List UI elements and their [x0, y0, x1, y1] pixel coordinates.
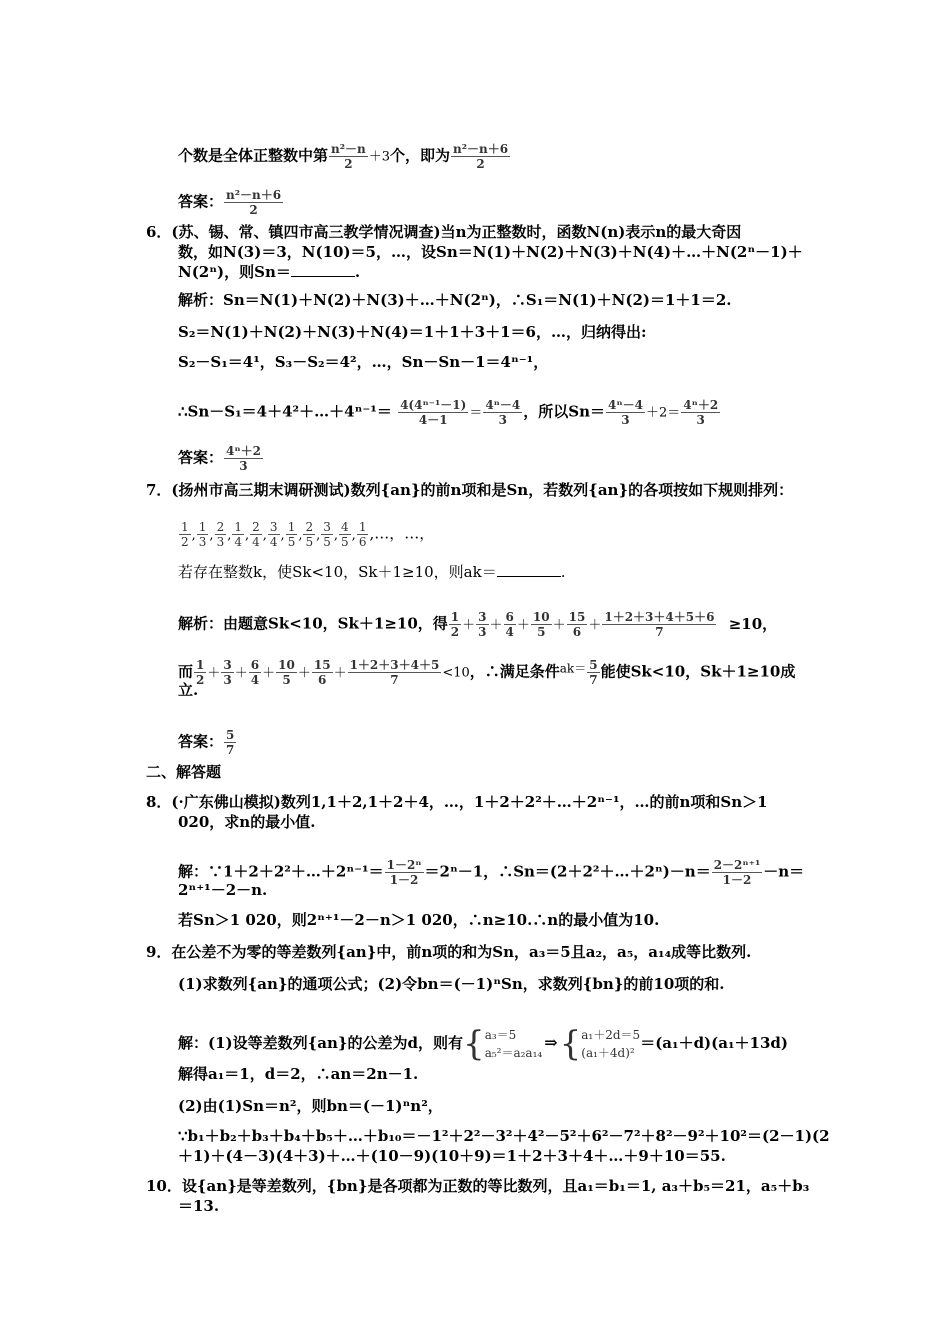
q6-line3-end: .: [354, 263, 361, 281]
s9-line1: [178, 1026, 788, 1062]
fraction: $\frac{\text{4ⁿ－4}}{3}$: [608, 398, 643, 427]
fraction: $\frac{\text{n²－n＋6}}{2}$: [226, 188, 282, 217]
equation-system-2: a₁＋2d＝5 (a₁＋4d)²: [581, 1028, 641, 1060]
q8-line2: 020，求n的最小值.: [178, 813, 316, 831]
fraction: $\frac{6}{4}$: [250, 658, 260, 687]
separator: ,: [280, 527, 285, 543]
q7-sequence: [178, 520, 434, 549]
answer-label: 答案：: [178, 192, 224, 211]
fraction: $\frac{15}{6}$: [313, 658, 331, 687]
separator: ＋: [489, 617, 503, 633]
s7-line2-c: 能使Sk<10，Sk＋1≥10成: [600, 662, 796, 681]
q8-line1: 8．(·广东佛山模拟)数列1,1＋2,1＋2＋4，…，1＋2＋2²＋…＋2ⁿ⁻¹，…的前n项和Sn＞1: [146, 793, 768, 811]
sequence-fractions: [178, 520, 369, 549]
separator: ,: [316, 527, 321, 543]
implies-arrow-icon: ⇒: [544, 1033, 558, 1052]
answer-5: [178, 188, 284, 217]
fraction: $\frac{1}{6}$: [358, 520, 367, 549]
separator: ,: [227, 527, 232, 543]
s6-line4: [178, 398, 721, 427]
separator: ＋: [516, 617, 530, 633]
s9-line1-a: 解：(1)设等差数列{an}的公差为d，则有: [178, 1034, 464, 1052]
q6-line1: 6．(苏、锡、常、镇四市高三教学情况调查)当n为正整数时，函数N(n)表示n的最大奇因: [146, 223, 742, 241]
s9-line1-b: ＝(a₁＋d)(a₁＋13d): [640, 1034, 789, 1052]
s7-line3: 立.: [178, 681, 199, 699]
separator: ,: [191, 527, 196, 543]
fraction: $\frac{6}{4}$: [505, 610, 514, 639]
q7-line3: [178, 562, 566, 582]
fraction: $\frac{4}{5}$: [341, 520, 349, 549]
equals: ＝: [469, 405, 483, 421]
fraction: $\frac{5}{7}$: [226, 728, 235, 757]
separator: ＋: [552, 617, 566, 633]
separator: ,: [351, 527, 356, 543]
separator: ＋: [207, 665, 221, 681]
fraction: $\frac{3}{4}$: [269, 520, 278, 549]
fraction: $\frac{2}{3}$: [216, 520, 225, 549]
fraction: $\frac{\text{4ⁿ＋2}}{3}$: [226, 444, 261, 473]
continuation-text: 个数是全体正整数中第: [178, 146, 329, 165]
fraction: $\frac{\text{4ⁿ＋2}}{3}$: [683, 398, 719, 427]
q6-line3: [178, 262, 360, 282]
sequence-tail: ,…，…，: [369, 524, 435, 543]
q10-line1: 10．设{an}是等差数列，{bn}是各项都为正数的等比数列，且a₁＝b₁＝1, a₃＋b₅＝21，a₅＋b₃: [146, 1177, 810, 1195]
q7-line3-text: 若存在整数k，使Sk<10，Sk＋1≥10，则ak＝: [178, 563, 497, 581]
s7-terms-1: [448, 610, 602, 639]
s8-line3: 若Sn＞1 020，则2ⁿ⁺¹－2－n＞1 020，∴n≥10.∴n的最小值为10.: [178, 911, 660, 929]
fraction: $\frac{10}{5}$: [278, 658, 295, 687]
equation-system-1: a₃＝5 a₅²＝a₂a₁₄: [484, 1028, 543, 1060]
separator: ,: [262, 527, 267, 543]
separator: ＋: [297, 665, 311, 681]
s8-line1-c: －n＝: [763, 862, 805, 881]
q9-line2: (1)求数列{an}的通项公式；(2)令bn＝(－1)ⁿSn，求数列{bn}的前10项的和.: [178, 975, 725, 993]
separator: ＋: [333, 665, 347, 681]
s9-line5: ＋1)＋(4－3)(4＋3)＋…＋(10－9)(10＋9)＝1＋2＋3＋4＋…＋9＋10＝55.: [178, 1147, 726, 1165]
s9-line3: (2)由(1)Sn＝n²，则bn＝(－1)ⁿn²，: [178, 1097, 443, 1115]
s7-line2-b: ，∴满足条件: [469, 662, 560, 681]
separator: ,: [333, 527, 339, 543]
fraction: $\frac{1}{3}$: [198, 520, 207, 549]
s6-line3: S₂－S₁＝4¹，S₃－S₂＝4²，…，Sn－Sn－1＝4ⁿ⁻¹，: [178, 353, 549, 371]
fraction: $\frac{3}{5}$: [323, 520, 331, 549]
answer-label: 答案：: [178, 448, 224, 467]
fraction: $\frac{1}{4}$: [234, 520, 242, 549]
fraction: $\frac{15}{6}$: [568, 610, 586, 639]
answer-7: [178, 728, 237, 757]
s6-line2: S₂＝N(1)＋N(2)＋N(3)＋N(4)＝1＋1＋3＋1＝6，…，归纳得出:: [178, 323, 647, 341]
s9-line4: ∵b₁＋b₂＋b₃＋b₄＋b₅＋…＋b₁₀＝－1²＋2²－3²＋4²－5²＋6²－7²＋8²－9²＋10²＝(2－1)(2: [178, 1127, 830, 1145]
fraction: $\frac{1}{2}$: [181, 520, 189, 549]
answer-label: 答案：: [178, 732, 224, 751]
answer-blank: [497, 562, 561, 577]
fraction: $\frac{2}{5}$: [305, 520, 314, 549]
s7-line1-a: 解析：由题意Sk<10，Sk＋1≥10，得: [178, 614, 448, 633]
s7-line1: [178, 610, 777, 639]
s6-line4-a: ∴Sn－S₁＝4＋4²＋…＋4ⁿ⁻¹＝: [178, 402, 392, 421]
q6-line3-text: N(2ⁿ)，则Sn＝: [178, 263, 291, 281]
plus-two: ＋2＝: [645, 405, 681, 421]
separator: ,: [298, 527, 303, 543]
plus-three: ＋3: [368, 149, 391, 165]
s7-line2: [178, 658, 795, 687]
s8-line1-b: ＝2ⁿ－1，∴Sn＝(2＋2²＋…＋2ⁿ)－n＝: [424, 862, 711, 881]
s7-line1-end: ≥10，: [728, 614, 778, 633]
fraction: $\frac{\text{4(4ⁿ⁻¹－1)}}{4-1}$: [400, 398, 467, 427]
separator: ,: [209, 527, 214, 543]
fraction: $\frac{3}{3}$: [223, 658, 232, 687]
fraction: $\frac{1}{5}$: [287, 520, 296, 549]
less-than-ten: <10: [442, 665, 470, 681]
continuation-mid: 个，即为: [390, 146, 451, 165]
left-brace-icon: {: [463, 1024, 485, 1064]
fraction: $\frac{\text{2－2ⁿ⁺¹}}{1-2}$: [713, 858, 761, 887]
s6-line4-b: ，所以Sn＝: [523, 402, 606, 421]
s8-line2: 2ⁿ⁺¹－2－n.: [178, 881, 268, 899]
separator: ＋: [234, 665, 248, 681]
fraction: $\frac{1+2+3+4+5}{7}$: [349, 658, 440, 687]
s8-line1: [178, 858, 804, 887]
answer-6: [178, 444, 264, 473]
q6-line2: 数，如N(3)＝3，N(10)＝5，…，设Sn＝N(1)＋N(2)＋N(3)＋N(4)＋…＋N(2ⁿ－1)＋: [178, 243, 803, 261]
fraction: $\frac{\text{n²－n＋6}}{2}$: [453, 142, 509, 171]
fraction: $\frac{\text{1－2ⁿ}}{1-2}$: [386, 858, 422, 887]
q7-line1: 7．(扬州市高三期末调研测试)数列{an}的前n项和是Sn，若数列{an}的各项按如下规则排列：: [146, 481, 794, 499]
ak-equals: ak＝: [559, 661, 587, 676]
fraction: $\frac{\text{n²－n}}{2}$: [331, 142, 366, 171]
s6-line1: 解析：Sn＝N(1)＋N(2)＋N(3)＋…＋N(2ⁿ)，∴S₁＝N(1)＋N(2)＝1＋1＝2.: [178, 291, 732, 309]
fraction: $\frac{1}{2}$: [450, 610, 460, 639]
separator: ＋: [588, 617, 602, 633]
s7-line2-a: 而: [178, 662, 194, 681]
fraction: $\frac{3}{3}$: [478, 610, 487, 639]
continuation-line: [178, 142, 511, 171]
fraction: $\frac{10}{5}$: [532, 610, 550, 639]
separator: ＋: [262, 665, 276, 681]
fraction: $\frac{1+2+3+4+5+6}{7}$: [604, 610, 715, 639]
q9-line1: 9．在公差不为零的等差数列{an}中，前n项的和为Sn，a₃＝5且a₂，a₅，a₁₄成等比数列.: [146, 943, 752, 961]
separator: ＋: [462, 617, 476, 633]
s7-terms-2: [193, 658, 347, 687]
separator: ,: [244, 527, 250, 543]
q7-line3-end: .: [560, 563, 566, 581]
fraction: $\frac{1}{2}$: [196, 658, 205, 687]
q10-line2: ＝13.: [178, 1197, 220, 1215]
fraction: $\frac{5}{7}$: [589, 658, 598, 687]
s8-line1-a: 解：∵1＋2＋2²＋…＋2ⁿ⁻¹＝: [178, 862, 384, 881]
answer-blank: [291, 262, 355, 277]
s9-line2: 解得a₁＝1，d＝2，∴an＝2n－1.: [178, 1065, 419, 1083]
fraction: $\frac{\text{4ⁿ－4}}{3}$: [485, 398, 521, 427]
section-heading: 二、解答题: [146, 763, 222, 781]
fraction: $\frac{2}{4}$: [252, 520, 260, 549]
left-brace-icon: {: [559, 1024, 582, 1064]
